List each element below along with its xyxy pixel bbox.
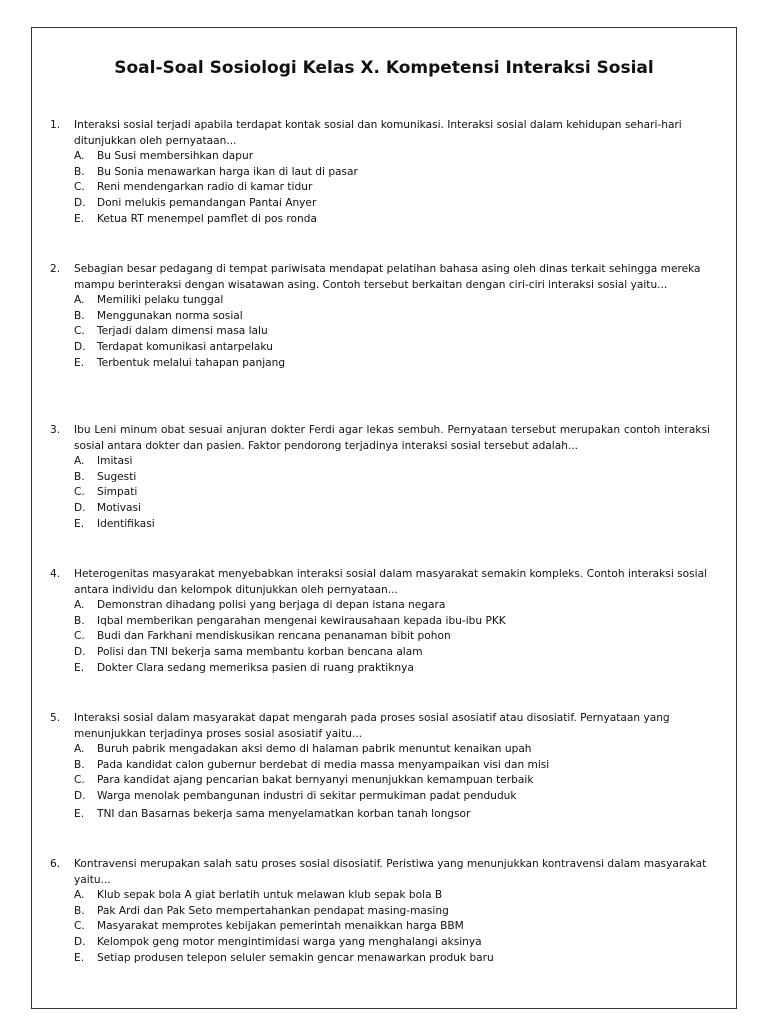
- option-letter: E.: [74, 356, 85, 369]
- option-letter: C.: [74, 486, 85, 499]
- option-c: [74, 919, 710, 935]
- question-text: Interaksi sosial dalam masyarakat dapat mengarah pada proses sosial asosiatif atau disosiatif. Pernyataan yang menunjukkan terjadinya proses sosial asosiatif yaitu...: [74, 712, 670, 740]
- option-text: Terbentuk melalui tahapan panjang: [97, 356, 286, 369]
- option-e: [74, 517, 710, 533]
- option-text: Reni mendengarkan radio di kamar tidur: [97, 181, 313, 194]
- option-letter: E.: [74, 951, 85, 964]
- option-letter: E.: [74, 807, 85, 820]
- document-title: Soal-Soal Sosiologi Kelas X. Kompetensi Interaksi Sosial: [114, 58, 654, 78]
- option-letter: D.: [74, 340, 86, 353]
- option-a: [74, 888, 710, 904]
- option-text: Klub sepak bola A giat berlatih untuk melawan klub sepak bola B: [97, 889, 443, 902]
- option-d: [74, 935, 710, 951]
- option-text: Pada kandidat calon gubernur berdebat di media massa menyampaikan visi dan misi: [97, 758, 550, 771]
- question-text: Ibu Leni minum obat sesuai anjuran dokter Ferdi agar lekas sembuh. Pernyataan tersebut merupakan contoh interaksi sosial antara dokter dan pasien. Faktor pendorong terjadinya interaksi sosial tersebut adalah...: [74, 424, 710, 452]
- option-letter: A.: [74, 599, 85, 612]
- option-letter: D.: [74, 789, 86, 802]
- option-e: [74, 807, 710, 823]
- option-text: Terdapat komunikasi antarpelaku: [97, 340, 273, 353]
- option-letter: E.: [74, 212, 85, 225]
- question-3: [50, 423, 710, 532]
- option-text: Ketua RT menempel pamflet di pos ronda: [97, 212, 317, 225]
- option-b: [74, 165, 710, 181]
- option-a: [74, 454, 710, 470]
- question-number: 1.: [50, 119, 61, 131]
- option-text: Bu Susi membersihkan dapur: [97, 150, 254, 163]
- option-b: [74, 614, 710, 630]
- option-letter: B.: [74, 165, 85, 178]
- option-letter: A.: [74, 294, 85, 307]
- option-letter: B.: [74, 470, 85, 483]
- option-text: Imitasi: [97, 455, 133, 468]
- option-letter: D.: [74, 935, 86, 948]
- option-text: Memiliki pelaku tunggal: [97, 294, 224, 307]
- option-a: [74, 598, 710, 614]
- option-text: Bu Sonia menawarkan harga ikan di laut di pasar: [97, 165, 358, 178]
- option-text: Warga menolak pembangunan industri di sekitar permukiman padat penduduk: [97, 789, 517, 802]
- option-letter: A.: [74, 743, 85, 756]
- option-letter: D.: [74, 196, 86, 209]
- option-list: [74, 742, 710, 822]
- option-letter: C.: [74, 181, 85, 194]
- option-text: Dokter Clara sedang memeriksa pasien di ruang praktiknya: [97, 661, 414, 674]
- option-letter: C.: [74, 774, 85, 787]
- question-1: [50, 118, 710, 227]
- option-text: Iqbal memberikan pengarahan mengenai kewirausahaan kepada ibu-ibu PKK: [97, 614, 506, 627]
- option-text: Masyarakat memprotes kebijakan pemerintah menaikkan harga BBM: [97, 920, 464, 933]
- option-b: [74, 904, 710, 920]
- option-b: [74, 758, 710, 774]
- option-list: [74, 888, 710, 966]
- option-text: Menggunakan norma sosial: [97, 309, 243, 322]
- option-e: [74, 661, 710, 677]
- question-number: 4.: [50, 568, 61, 580]
- question-4: [50, 567, 710, 676]
- question-number: 6.: [50, 858, 61, 870]
- option-text: Terjadi dalam dimensi masa lalu: [97, 325, 268, 338]
- question-text: Sebagian besar pedagang di tempat pariwisata mendapat pelatihan bahasa asing oleh dinas terkait sehingga mereka mampu berinteraksi dengan wisatawan asing. Contoh tersebut berkaitan dengan ciri-ciri interaksi sosial yaitu...: [74, 263, 701, 291]
- option-c: [74, 180, 710, 196]
- option-text: Doni melukis pemandangan Pantai Anyer: [97, 196, 317, 209]
- option-a: [74, 149, 710, 165]
- option-text: Budi dan Farkhani mendiskusikan rencana penanaman bibit pohon: [97, 630, 451, 643]
- option-d: [74, 340, 710, 356]
- option-b: [74, 309, 710, 325]
- option-text: Para kandidat ajang pencarian bakat bernyanyi menunjukkan kemampuan terbaik: [97, 774, 534, 787]
- option-text: Polisi dan TNI bekerja sama membantu korban bencana alam: [97, 645, 423, 658]
- option-d: [74, 645, 710, 661]
- question-number: 3.: [50, 424, 61, 436]
- option-a: [74, 293, 710, 309]
- option-letter: D.: [74, 501, 86, 514]
- option-d: [74, 196, 710, 212]
- option-d: [74, 501, 710, 517]
- option-text: Simpati: [97, 486, 138, 499]
- option-text: Setiap produsen telepon seluler semakin gencar menawarkan produk baru: [97, 951, 494, 964]
- option-letter: D.: [74, 645, 86, 658]
- option-c: [74, 773, 710, 789]
- question-6: [50, 857, 710, 966]
- option-text: Kelompok geng motor mengintimidasi warga yang menghalangi aksinya: [97, 935, 482, 948]
- question-text: Heterogenitas masyarakat menyebabkan interaksi sosial dalam masyarakat semakin kompleks. Contoh interaksi sosial antara individu dan kelompok ditunjukkan oleh pernyataan...: [74, 568, 708, 596]
- option-list: [74, 598, 710, 676]
- question-5: [50, 711, 710, 822]
- option-letter: E.: [74, 661, 85, 674]
- option-letter: C.: [74, 920, 85, 933]
- option-list: [74, 149, 710, 227]
- option-list: [74, 293, 710, 371]
- question-number: 5.: [50, 712, 61, 724]
- option-letter: A.: [74, 150, 85, 163]
- option-letter: E.: [74, 517, 85, 530]
- question-number: 2.: [50, 263, 61, 275]
- option-text: Sugesti: [97, 470, 137, 483]
- option-text: Motivasi: [97, 501, 141, 514]
- option-d: [74, 789, 710, 805]
- option-text: Buruh pabrik mengadakan aksi demo di halaman pabrik menuntut kenaikan upah: [97, 743, 532, 756]
- option-e: [74, 951, 710, 967]
- option-letter: C.: [74, 630, 85, 643]
- option-c: [74, 629, 710, 645]
- option-a: [74, 742, 710, 758]
- option-c: [74, 324, 710, 340]
- option-list: [74, 454, 710, 532]
- option-c: [74, 485, 710, 501]
- question-2: [50, 262, 710, 371]
- option-letter: B.: [74, 758, 85, 771]
- option-letter: C.: [74, 325, 85, 338]
- option-text: TNI dan Basarnas bekerja sama menyelamatkan korban tanah longsor: [97, 807, 471, 820]
- option-letter: B.: [74, 904, 85, 917]
- option-text: Pak Ardi dan Pak Seto mempertahankan pendapat masing-masing: [97, 904, 449, 917]
- option-letter: A.: [74, 455, 85, 468]
- option-text: Demonstran dihadang polisi yang berjaga di depan istana negara: [97, 599, 446, 612]
- option-letter: B.: [74, 614, 85, 627]
- option-letter: A.: [74, 889, 85, 902]
- option-text: Identifikasi: [97, 517, 155, 530]
- question-text: Kontravensi merupakan salah satu proses sosial disosiatif. Peristiwa yang menunjukkan kontravensi dalam masyarakat yaitu...: [74, 858, 707, 886]
- option-e: [74, 212, 710, 228]
- option-letter: B.: [74, 309, 85, 322]
- question-text: Interaksi sosial terjadi apabila terdapat kontak sosial dan komunikasi. Interaksi sosial dalam kehidupan sehari-hari ditunjukkan oleh pernyataan...: [74, 119, 682, 147]
- option-b: [74, 470, 710, 486]
- option-e: [74, 356, 710, 372]
